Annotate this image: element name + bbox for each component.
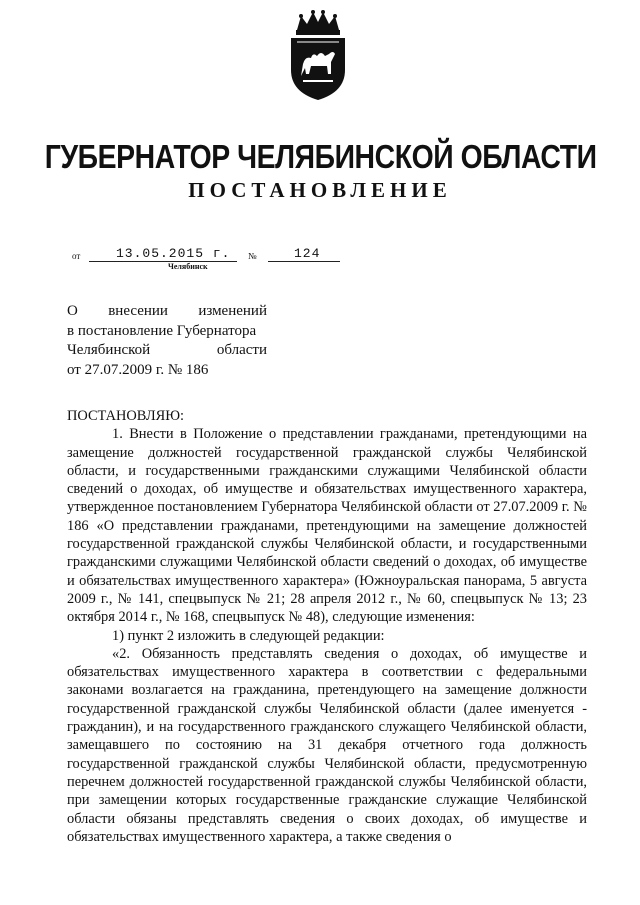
subject-line-1: О внесении изменений xyxy=(67,303,267,319)
chelyabinsk-coat-of-arms-icon xyxy=(283,8,353,103)
subject-line-2: в постановление Губернатора xyxy=(67,322,257,339)
resolve-heading: ПОСТАНОВЛЯЮ: xyxy=(67,408,185,424)
paragraph-2: 1) пункт 2 изложить в следующей редакции: xyxy=(112,627,385,644)
governor-title: ГУБЕРНАТОР ЧЕЛЯБИНСКОЙ ОБЛАСТИ xyxy=(44,138,597,175)
subject-line-3: Челябинской области xyxy=(67,342,267,358)
number-label: № xyxy=(248,251,257,261)
date-label: от xyxy=(72,251,81,261)
document-subject xyxy=(67,302,267,380)
document-body xyxy=(67,407,587,846)
date-value: 13.05.2015 г. xyxy=(116,246,231,261)
number-value: 124 xyxy=(294,246,321,261)
subject-line-4: от 27.07.2009 г. № 186 xyxy=(67,361,209,378)
date-underline xyxy=(89,261,237,262)
document-type: ПОСТАНОВЛЕНИЕ xyxy=(188,178,452,202)
paragraph-1: 1. Внести в Положение о представлении гражданами, претендующими на замещение должностей государственной гражданской службы Челябинской области, и государственными гражданскими служащими Челябинской области сведений о доходах, об имуществе и обязательствах имущественного характера, утвержденное постановлением Губернатора Челябинской области от 27.07.2009 г. № 186 «О представлении гражданами, претендующими на замещение должностей государственной гражданской службы Челябинской области, и государственными гражданскими служащими Челябинской области сведений о доходах, об имуществе и обязательствах имущественного характера» (Южноуральская панорама, 5 августа 2009 г., № 141, спецвыпуск № 21; 28 апреля 2012 г., № 60, спецвыпуск № 13; 23 октября 2014 г., № 168, спецвыпуск № 48), следующие изменения: xyxy=(67,426,587,626)
number-underline xyxy=(268,261,340,262)
city-label: Челябинск xyxy=(168,262,208,271)
paragraph-3: «2. Обязанность представлять сведения о доходах, об имуществе и обязательствах имущественного характера в соответствии с федеральными законами возлагается на гражданина, претендующего на замещение должности государственной гражданской службы Челябинской области (далее именуется - гражданин), и на государственного гражданского служащего Челябинской области, замещавшего по состоянию на 31 декабря отчетного года должность государственной гражданской службы Челябинской области, предусмотренную перечнем должностей государственной гражданской службы Челябинской области, при замещении которых государственные гражданские служащие Челябинской области обязаны представлять сведения о своих доходах, об имуществе и обязательствах имущественного характера, а также сведения о xyxy=(67,645,587,845)
